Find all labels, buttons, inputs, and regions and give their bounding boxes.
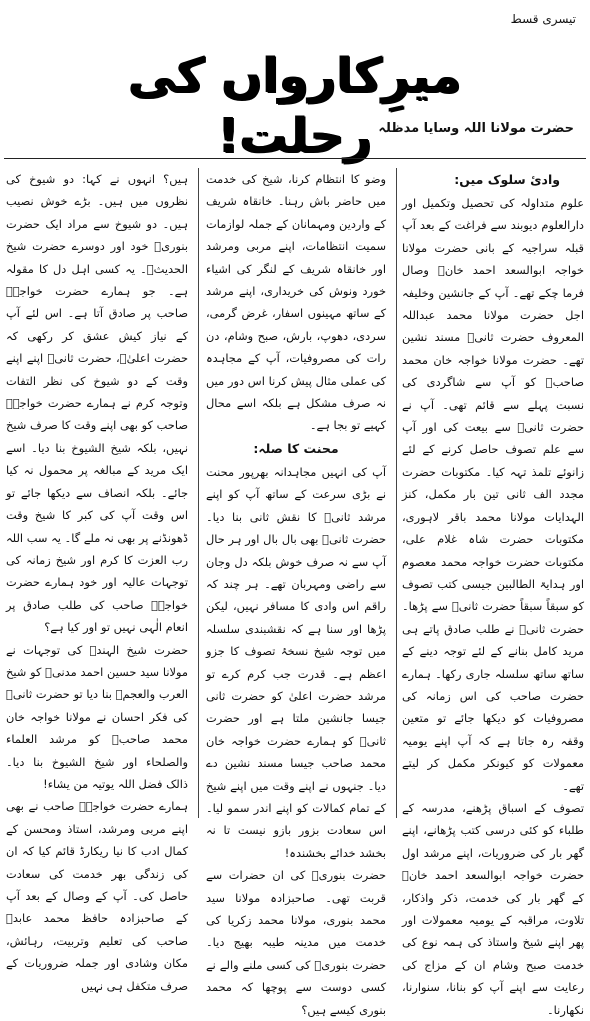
column-divider bbox=[396, 168, 397, 818]
column-right bbox=[402, 168, 584, 1017]
installment-kicker: تیسری قسط bbox=[510, 12, 576, 26]
paragraph: آپ کی انہیں مجاہدانہ بھرپور محنت نے بڑی سرعت کے ساتھ آپ کو اپنے مرشد ثانیؒ کا نقش ثانی بنا دیا۔ حضرت ثانیؒ بھی بال بال اور ہر حال آپ سے نہ صرف خوش بلکہ دل وجان سے راضی ومہربان تھے۔ ہر چند کہ راقم اس وادی کا مسافر نہیں، لیکن پڑھا اور سنا ہے کہ نقشبندی سلسلہ میں توجہ شیخ نسخۂ تصوف کا جزو اعظم ہے۔ قدرت جب کرم کرے تو مرشد حضرت اعلیٰ کو حضرت ثانی جیسا جانشین ملتا ہے اور حضرت ثانیؒ کو ہمارے حضرت خواجہ خان محمد صاحب جیسا مسند نشین دے دیا۔ جنہوں نے اپنے وقت میں اپنے شیخ کے تمام کمالات کو اپنے اندر سمو لیا۔ اس سعادت بزور بازو نیست تا نہ بخشد خدائے بخشندہ! bbox=[206, 464, 386, 860]
paragraph: وضو کا انتظام کرنا، شیخ کی خدمت میں حاضر باش رہنا۔ خانقاہ شریف کے واردین ومہمانان کے جملہ لوازمات سمیت انتظامات، اپنے مربی ومرشد اور خانقاہ شریف کے لنگر کی اشیاء خورد ونوش کی خریداری، اپنے مرشد کے ساتھ مہینوں اسفار، غرض گرمی، سردی، دھوپ، بارش، صبح وشام، دن رات کی مصروفیات، آپ کے مجاہدہ کی عملی مثال پیش کرنا اس دور میں نہ صرف مشکل ہے بلکہ اسے محال کہیے تو بجا ہے۔ bbox=[206, 172, 386, 433]
header-rule bbox=[4, 158, 586, 159]
column-middle bbox=[206, 168, 386, 1017]
paragraph: حضرت بنوریؒ کی ان حضرات سے قربت تھی۔ صاحبزادہ مولانا سید محمد بنوری، مولانا محمد زکریا کی خدمت میں مدینہ طیبہ بھیج دیا۔ حضرت بنوریؒ کی کسی ملنے والے نے کسی دوست سے پوچھا کہ محمد بنوری کیسے ہیں؟ bbox=[206, 868, 386, 1017]
column-divider bbox=[198, 168, 199, 818]
paragraph: ہمارے حضرت خواجہؒ صاحب نے بھی اپنے مربی ومرشد، استاذ ومحسن کے کمال ادب کا نیا ریکارڈ قائم کیا کہ ان کی زندگی بھر خدمت کی سعادت حاصل کی۔ آپ کے وصال کے بعد آپ کے صاحبزادہ حافظ محمد عابدؒ صاحب کی تعلیم وتربیت، رہائش، مکان وشادی اور جملہ ضروریات کے صرف متکفل ہی نہیں bbox=[6, 799, 188, 993]
headline: میرِکارواں کی رحلت! bbox=[128, 48, 462, 164]
paragraph: تصوف کے اسباق پڑھنے، مدرسہ کے طلباء کو کئی درسی کتب پڑھانے، اپنے گھر بار کی ضروریات، اپنے مرشد اول حضرت خواجہ ابوالسعد احمد خانؒ کے گھر بار کی خدمت، ذکر واذکار، تلاوت، مراقبہ کے یومیہ معمولات اور پھر اپنے شیخ واستاذ کی ہمہ نوع کی خدمت صبح وشام ان کے مزاج کی رعایت سے اپنے آپ کو بنانا، سنوارنا، نکھارنا۔ bbox=[402, 800, 584, 1017]
paragraph: حضرت شیخ الہندؒ کی توجہات نے مولانا سید حسین احمد مدنیؒ کو شیخ العرب والعجمؒ بنا دیا تو حضرت ثانیؒ کی فکر احسان نے مولانا خواجہ خان محمد صاحبؒ کو مرشد العلماء والصلحاء اور شیخ الشیوخ بنا دیا۔ ذالک فضل اللہ یوتیہ من یشاء! bbox=[6, 642, 188, 791]
paragraph: ہیں؟ انہوں نے کہا: دو شیوخ کی نظروں میں ہیں۔ بڑے خوش نصیب ہیں۔ دو شیوخ سے مراد ایک حضرت بنوریؒ خود اور دوسرے حضرت شیخ الحدیثؒ۔ یہ کسی اہل دل کا مقولہ ہے۔ جو ہمارے حضرت خواجہؒ صاحب پر صادق آتا ہے۔ اس لئے آپ کے نیاز کیش عشق کر رکھی کہ حضرت اعلیٰؒ، حضرت ثانیؒ اپنے اپنے وقت کے دو شیوخ کی نظر التفات وتوجہ کرم نے ہمارے حضرت خواجہؒ صاحب کو بھی اپنے وقت کا صرف شیخ نہیں، بلکہ شیخ الشیوخ بنا دیا۔ اسے ایک مرید کے مبالغہ پر محمول نہ کیا جائے۔ بلکہ انصاف سے دیکھا جائے تو اس وقت آپ کی کبر کا شیخ وقت ڈھونڈنے پر بھی نہ ملے گا۔ یہ سب اللہ رب العزت کا کرم اور شیخ زمانہ کی توجہات عالیہ اور خود ہمارے حضرت خواجہؒ صاحب کی طلب صادق پر انعام الٰہی نہیں تو اور کیا ہے؟ bbox=[6, 172, 188, 635]
subhead-suluk: وادیٔ سلوک میں: bbox=[454, 172, 560, 187]
subhead-mehnat: محنت کا صلہ: bbox=[253, 440, 339, 456]
byline: حضرت مولانا اللہ وسایا مدظلہ bbox=[378, 121, 574, 136]
column-left bbox=[6, 168, 188, 993]
paragraph: علوم متداولہ کی تحصیل وتکمیل اور دارالعلوم دیوبند سے فراغت کے بعد آپ قبلہ سراجیہ کے بانی حضرت مولانا خواجہ ابوالسعد احمد خانؒ وصال فرما چکے تھے۔ آپ کے جانشین وخلیفہ اجل حضرت مولانا محمد عبداللہ المعروف حضرت ثانیؒ مسند نشین تھے۔ حضرت مولانا خواجہ خان محمد صاحبؒ کو آپ سے شاگردی کی نسبت پہلے سے قائم تھی۔ آپ نے حضرت ثانیؒ سے بیعت کی اور آپ سے علم تصوف حاصل کرنے کے لئے زانوئے تلمذ تہہ کیا۔ مکتوبات حضرت مجدد الف ثانی تین بار مکمل، کنز الہدایات مولانا محمد باقر لاہوری، مکتوبات حضرت شاہ غلام علی، مکتوبات حضرت خواجہ محمد معصوم اور ہدایۃ الطالبین جیسی کتب تصوف کو سبقاً سبقاً حضرت ثانیؒ سے پڑھا۔ حضرت ثانیؒ نے طلب صادق پاتے ہی مرید کامل بنانے کے لئے توجہ دینے کے ساتھ ساتھ سلسلہ جاری رکھا۔ ہمارے حضرت صاحب کی اس زمانہ کی مصروفیات کو دیکھا جائے تو متعین وقفہ رہ جاتا ہے کہ آپ اپنے یومیہ معمولات کو کیونکر مکمل کر لیتے تھے۔ bbox=[402, 196, 584, 793]
